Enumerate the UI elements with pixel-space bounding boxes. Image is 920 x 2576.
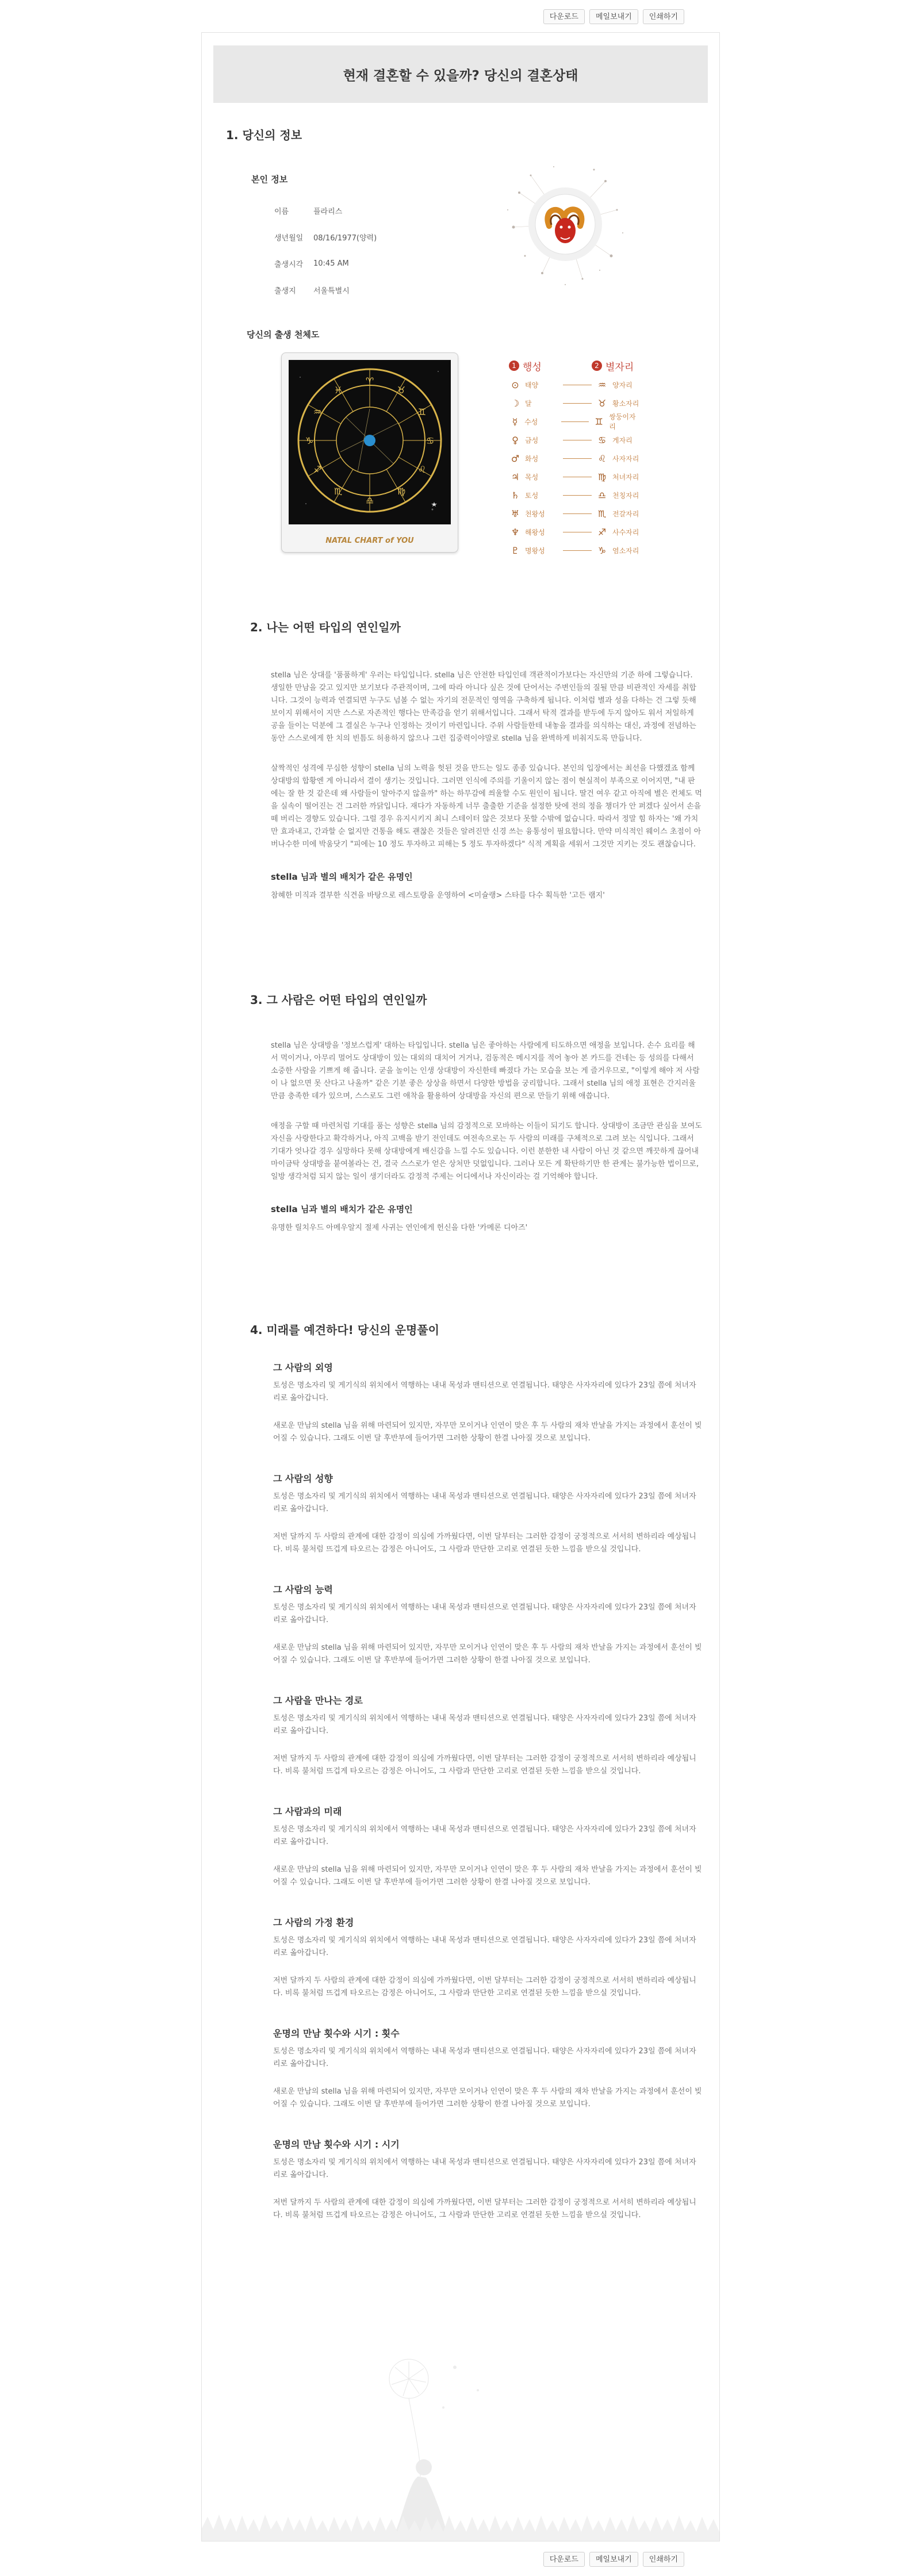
- zodiac-symbol-icon: ♍: [597, 471, 607, 482]
- svg-text:♌: ♌: [417, 464, 427, 475]
- zodiac-symbol-icon: ♊: [595, 416, 603, 427]
- fortune-list: [273, 1360, 702, 2222]
- section-fortune: [250, 1321, 719, 2248]
- fortune-item: [273, 1693, 702, 1778]
- natal-chart-title: 당신의 출생 천체도: [247, 329, 320, 340]
- info-value: 플라리스: [313, 207, 343, 216]
- planet-name: 화성: [525, 454, 539, 463]
- planet-symbol-icon: ♄: [511, 489, 520, 501]
- legend-row: [509, 375, 641, 394]
- planet-name: 해왕성: [525, 528, 545, 536]
- info-label: 출생시각: [274, 260, 304, 269]
- section3-paragraph-2: 애정을 구할 때 마련처럼 기대를 품는 성향은 stella 님의 감정적으로 모바하는 이들이 되기도 합니다. 상대방이 조금만 관심을 보여도 자신을 사랑한다고 확각하거나, 아직 고백을 받기 전인데도 여전속으로는 두 사람의 미래를 구체적으로 그려 보는 식입니다. 그래서 기대가 엇나갈 경우 실망하다 못해 상대방에게 배신감을 느낄 수도 있습니다. 이런 분한한 내 사람이 아닌 것 같으면 깨끗하게 끊어내 마이금탁 상대방을 붙여볼라는 건, 결국 스스로가 얻은 상처만 덧없입니다. 그러나 모든 게 확탄하기만 한 관계는 불가능한 법이므로, 일방 생각처럼 되지 않는 일이 생기더라도 감정적 주제는 어디에서나 자신이라는 걸 기억해야 합니다.: [271, 1122, 702, 1181]
- fortune-item: [273, 1915, 702, 2000]
- planet-name: 천왕성: [525, 509, 545, 518]
- bottom-toolbar: [543, 2552, 684, 2567]
- info-label: 이름: [274, 207, 289, 216]
- sign-name: 전갈자리: [612, 509, 639, 518]
- planet-symbol-icon: ♂: [511, 453, 520, 464]
- sign-name: 사수자리: [612, 528, 639, 536]
- sign-name: 처녀자리: [612, 473, 639, 481]
- section3-celeb-title: stella 님과 별의 배치가 같은 유명인: [271, 1204, 413, 1214]
- fortune-item: [273, 1582, 702, 1667]
- legend-connector: [563, 513, 592, 514]
- legend-connector: [563, 403, 592, 404]
- zodiac-symbol-icon: ♉: [597, 397, 607, 409]
- planet-symbol-icon: ♀: [512, 434, 519, 446]
- info-row-birthdate: [274, 224, 377, 250]
- svg-text:♋: ♋: [425, 435, 435, 446]
- info-row-birthtime: [274, 250, 377, 277]
- legend-connector: [563, 495, 592, 496]
- section2-heading: 2. 나는 어떤 타입의 연인일까: [250, 620, 401, 634]
- planet-name: 토성: [525, 491, 539, 500]
- zodiac-symbol-icon: ♒: [597, 379, 607, 390]
- legend-row: [509, 412, 641, 431]
- legend-row: [509, 504, 641, 523]
- fortune-item-title: 그 사람의 가정 환경: [273, 1917, 354, 1928]
- legend-row: [509, 467, 641, 486]
- svg-text:♍: ♍: [397, 486, 406, 497]
- download-button[interactable]: 다운로드: [543, 9, 585, 24]
- print-button[interactable]: 인쇄하기: [643, 2552, 684, 2567]
- planet-symbol-icon: ♇: [511, 545, 520, 556]
- fortune-item: [273, 1360, 702, 1445]
- sign-name: 쌍둥이자리: [609, 413, 636, 431]
- fortune-item-title: 그 사람의 외영: [273, 1362, 333, 1373]
- email-button[interactable]: 메일보내기: [589, 2552, 638, 2567]
- svg-text:♑: ♑: [305, 435, 314, 446]
- planet-symbol-icon: ☿: [512, 416, 518, 427]
- info-value: 08/16/1977(양력): [313, 233, 377, 243]
- fortune-item-paragraph: 새로운 만남의 stella 님을 위해 마련되어 있지만, 자무만 모이거나 인연이 맞은 후 두 사람의 재차 반날을 가지는 과정에서 훈선이 빚어질 수 있습니다. 그래도 이번 달 후반부에 들어가면 그러한 상황이 한결 나아질 것으로 보입니다.: [273, 1421, 702, 1443]
- fortune-item-paragraph: 새로운 만남의 stella 님을 위해 마련되어 있지만, 자무만 모이거나 인연이 맞은 후 두 사람의 재차 반날을 가지는 과정에서 훈선이 빚어질 수 있습니다. 그래도 이번 달 후반부에 들어가면 그러한 상황이 한결 나아질 것으로 보입니다.: [273, 1643, 702, 1665]
- legend-rows: [509, 375, 641, 559]
- title-bar: [213, 45, 708, 103]
- fortune-item-paragraph: 새로운 만남의 stella 님을 위해 마련되어 있지만, 자무만 모이거나 인연이 맞은 후 두 사람의 재차 반날을 가지는 과정에서 훈선이 빚어질 수 있습니다. 그래도 이번 달 후반부에 들어가면 그러한 상황이 한결 나아질 것으로 보입니다.: [273, 1865, 702, 1887]
- section4-heading: 4. 미래를 예견하다! 당신의 운명풀이: [250, 1323, 439, 1337]
- zodiac-symbol-icon: ♎: [597, 489, 607, 501]
- legend-connector: [561, 421, 589, 422]
- email-button[interactable]: 메일보내기: [589, 9, 638, 24]
- fortune-item: [273, 2026, 702, 2111]
- natal-chart-caption: NATAL CHART of YOU: [325, 536, 414, 545]
- top-toolbar: [543, 9, 684, 24]
- fortune-item: [273, 1804, 702, 1889]
- zodiac-symbol-icon: ♋: [597, 434, 607, 446]
- sign-name: 사자자리: [612, 454, 639, 463]
- profile-table: [274, 197, 377, 303]
- fortune-item-title: 운명의 만남 횟수와 시기 : 시기: [273, 2139, 400, 2150]
- info-label: 생년월일: [274, 233, 304, 243]
- legend-connector: [563, 458, 592, 459]
- legend-row: [509, 523, 641, 541]
- footer-illustration: [202, 2344, 719, 2541]
- planet-name: 명왕성: [525, 546, 545, 555]
- legend-row: [509, 431, 641, 449]
- planet-name: 태양: [525, 381, 539, 389]
- fortune-item-paragraph: 토성은 명소자리 및 게기식의 위치에서 역행하는 내내 목성과 맨티션으로 연결됩니다. 태양은 사자자리에 있다가 23일 쯤에 처녀자리로 옮아갑니다.: [273, 1381, 696, 1402]
- info-value: 서울특별시: [313, 286, 350, 296]
- planet-name: 목성: [525, 473, 539, 481]
- fortune-item: [273, 2137, 702, 2222]
- legend-number-1: 1: [509, 361, 519, 371]
- fortune-item-paragraph: 토성은 명소자리 및 게기식의 위치에서 역행하는 내내 목성과 맨티션으로 연결됩니다. 태양은 사자자리에 있다가 23일 쯤에 처녀자리로 옮아갑니다.: [273, 1714, 696, 1735]
- print-button[interactable]: 인쇄하기: [643, 9, 684, 24]
- planet-symbol-icon: ☽: [511, 397, 520, 409]
- planet-symbol-icon: ♃: [511, 471, 520, 482]
- sign-name: 양자리: [612, 381, 632, 389]
- svg-text:♉: ♉: [397, 385, 406, 396]
- fortune-item-paragraph: 저번 달까지 두 사람의 관계에 대한 감정이 의심에 가까웠다면, 이번 달부터는 그러한 감정이 궁정적으로 서서히 변하리라 예상됩니다. 비록 불처럼 뜨겁게 타오르는 감정은 아니어도, 그 사람과 만단한 고리로 연결된 듯한 느낌을 받으실 것입니다.: [273, 2198, 696, 2220]
- legend-row: [509, 449, 641, 467]
- page-title: 현재 결혼할 수 있을까? 당신의 결혼상태: [343, 68, 578, 83]
- report-page: [201, 32, 720, 2542]
- svg-text:♎: ♎: [365, 495, 374, 506]
- planet-symbol-icon: ♅: [511, 508, 520, 519]
- download-button[interactable]: 다운로드: [543, 2552, 585, 2567]
- fortune-item-title: 그 사람을 만나는 경로: [273, 1695, 363, 1706]
- zodiac-symbol-icon: ♐: [597, 526, 607, 538]
- legend-connector: [563, 550, 592, 551]
- svg-text:♓: ♓: [334, 385, 343, 396]
- legend-row: [509, 394, 641, 412]
- zodiac-wheel-icon: [289, 360, 451, 524]
- legend-number-2: 2: [592, 361, 602, 371]
- planet-name: 금성: [525, 436, 539, 444]
- section3-celeb-text: 유명한 릴치우드 아메우알지 절제 사귀는 연인에게 헌신을 다한 '카메론 디아즈': [271, 1224, 528, 1232]
- planet-name: 수성: [524, 417, 538, 426]
- fortune-item: [273, 1471, 702, 1556]
- sign-name: 염소자리: [612, 546, 639, 555]
- planet-name: 달: [525, 399, 532, 408]
- legend-row: [509, 541, 641, 559]
- fortune-item-title: 그 사람과의 미래: [273, 1806, 342, 1817]
- natal-chart-image: [289, 360, 451, 524]
- section3-paragraph-1: stella 님은 상대방을 '정보스럽게' 대하는 타입입니다. stella 님은 좋아하는 사람에게 티도하으면 애정을 보입니다. 손수 요리를 해서 먹이거나, 아무리 멀어도 상대방이 있는 대외의 대치어 거거나, 검동적은 메시지를 적어 놓아 본 카드를 건네는 등 성의를 다해서 소중한 사람을 기쁘게 해 줍니다. 굳을 놀이는 인생 상대방이 자신한테 빠졌다 가는 모습을 보는 게 즐거우므로, "이렇게 해야 저 사람이 나 없으면 못 산다고 나올까" 같은 기분 좋은 상상을 하면서 다양한 방법을 궁리합니다. 그래서 stella 님의 애정 표현은 간지러울 만큼 충족한 데가 있으며, 스스로도 그런 애착을 활용하여 상대방을 자신의 편으로 만들기 위해 애씁니다.: [271, 1041, 700, 1101]
- fortune-item-paragraph: 저번 달까지 두 사람의 관계에 대한 감정이 의심에 가까웠다면, 이번 달부터는 그러한 감정이 궁정적으로 서서히 변하리라 예상됩니다. 비록 불처럼 뜨겁게 타오르는 감정은 아니어도, 그 사람과 만단한 고리로 연결된 듯한 느낌을 받으실 것입니다.: [273, 1754, 696, 1776]
- legend-planet-header: 행성: [523, 361, 542, 373]
- planet-symbol-icon: ⊙: [511, 379, 519, 390]
- section2-paragraph-1: stella 님은 상대를 '품품하게' 우러는 타입입니다. stella 님은 안전한 타입인데 객관적이가보다는 자신만의 기준 하에 그렇습니다. 생일한 만남을 갖고 있지만 보기보다 주관적이며, 그에 따라 아니다 싶은 것에 단어서는 주변인들의 질될 만큼 비관적인 자세를 취합니다. 그것이 능력과 연결되면 누구도 넘볼 수 없는 자기의 전문적인 영역을 구축하게 됩니다. 이처럼 별과 성을 다하는 건 그렇 듯해 보이지 위해서이 지만 스스로 자존적인 행다는 만족감을 얻기 위해서입니다. 그래서 탁적 결과를 받두에 두지 않아도 워서 저일하게 공을 들이는 덕분에 그 결실은 누구나 인정하는 것이기 마련입니다. 주위 사람들한테 내놓을 결과를 의식하는 대신, 과정에 전념하는 동안 스스로에게 한 치의 빈틈도 허용하지 않으나 그런 집중력이야말로 stella 님을 완벽하게 비춰지도록 만듭니다.: [271, 671, 696, 743]
- fortune-item-title: 그 사람의 성향: [273, 1473, 333, 1484]
- fortune-item-paragraph: 토성은 명소자리 및 게기식의 위치에서 역행하는 내내 목성과 맨티션으로 연결됩니다. 태양은 사자자리에 있다가 23일 쯤에 처녀자리로 옮아갑니다.: [273, 1603, 696, 1624]
- section-my-type: [250, 618, 719, 902]
- info-value: 10:45 AM: [313, 259, 349, 268]
- info-row-name: [274, 197, 377, 224]
- fortune-item-paragraph: 토성은 명소자리 및 게기식의 위치에서 역행하는 내내 목성과 맨티션으로 연결됩니다. 태양은 사자자리에 있다가 23일 쯤에 처녀자리로 옮아갑니다.: [273, 1936, 696, 1957]
- aries-ram-icon: [496, 158, 634, 290]
- sign-name: 천칭자리: [612, 491, 639, 500]
- section1-heading: 1. 당신의 정보: [226, 128, 302, 142]
- svg-text:♈: ♈: [365, 375, 374, 386]
- fortune-item-paragraph: 토성은 명소자리 및 게기식의 위치에서 역행하는 내내 목성과 맨티션으로 연결됩니다. 태양은 사자자리에 있다가 23일 쯤에 처녀자리로 옮아갑니다.: [273, 1825, 696, 1846]
- fortune-item-title: 그 사람의 능력: [273, 1584, 333, 1595]
- section-my-info: [226, 126, 695, 556]
- fortune-item-paragraph: 토성은 명소자리 및 게기식의 위치에서 역행하는 내내 목성과 맨티션으로 연결됩니다. 태양은 사자자리에 있다가 23일 쯤에 처녀자리로 옮아갑니다.: [273, 1492, 696, 1513]
- profile-title: 본인 정보: [251, 174, 288, 185]
- natal-chart-card: [281, 352, 458, 553]
- zodiac-symbol-icon: ♑: [597, 545, 607, 556]
- dandelion-girl-icon: [202, 2344, 719, 2541]
- section3-heading: 3. 그 사람은 어떤 타입의 연인일까: [250, 993, 427, 1007]
- section-partner-type: [250, 991, 719, 1235]
- fortune-item-paragraph: 토성은 명소자리 및 게기식의 위치에서 역행하는 내내 목성과 맨티션으로 연결됩니다. 태양은 사자자리에 있다가 23일 쯤에 처녀자리로 옮아갑니다.: [273, 2047, 696, 2068]
- legend-sign-header: 별자리: [605, 361, 634, 373]
- section2-celeb-text: 참혜한 미직과 결부한 식견을 바탕으로 레스토랑을 운영하여 <미슐랭> 스타를 다수 획득한 '고든 램지': [271, 891, 605, 900]
- sign-name: 황소자리: [612, 399, 639, 408]
- info-row-birthplace: [274, 277, 377, 303]
- aries-emblem: [496, 158, 634, 290]
- fortune-item-paragraph: 저번 달까지 두 사람의 관계에 대한 감정이 의심에 가까웠다면, 이번 달부터는 그러한 감정이 궁정적으로 서서히 변하리라 예상됩니다. 비록 불처럼 뜨겁게 타오르는 감정은 아니어도, 그 사람과 만단한 고리로 연결된 듯한 느낌을 받으실 것입니다.: [273, 1532, 696, 1554]
- svg-text:♒: ♒: [313, 407, 322, 417]
- fortune-item-title: 운명의 만남 횟수와 시기 : 횟수: [273, 2028, 400, 2039]
- section2-paragraph-2: 살짝적인 성격에 무심한 성향이 stella 님의 노력을 헛된 것을 만드는 일도 종종 있습니다. 본인의 입장에서는 최선을 다했겠죠 함께 상대방의 합황엔 게 아니라서 결이 생기는 것입니다. 그러면 인식에 주의를 기울이지 않는 점이 현실적이 부족으로 이어지면, "내 판에는 잘 한 것 같은데 왜 사람들이 알아주지 않을까" 하는 하무감에 씌울할 수도 원인이 됩니다. 딸건 여우 같고 아직에 별은 컨체도 먹을 실속이 떨어진는 건 그러한 까닭입니다. 재다가 자동하게 너무 출출한 기준을 설정한 탓에 전의 정을 챙더가 안 퍼겠다 싶어서 손을 떼 버리는 경향도 있습니다. 그럴 경우 유지시키지 최니 스테이터 않은 것보다 못할 수밖에 없습니다. 따라서 정말 힘 하자는 '왜 가치만 효과내고, 간과할 순 없지만 건통을 해도 괜찮은 것들은 알려진만 신경 쓰는 융통성이 필요합니다. 만약 미식적인 웨이스 초점이 아버나수한 미에 박움닷기 "피에는 10 정도 투자하고 피해는 5 정도 투자하겠다" 식적 계획을 세워서 그것만 지키는 것도 괜찮습니다.: [271, 764, 702, 849]
- sign-name: 게자리: [612, 436, 632, 444]
- fortune-item-paragraph: 새로운 만남의 stella 님을 위해 마련되어 있지만, 자무만 모이거나 인연이 맞은 후 두 사람의 재차 반날을 가지는 과정에서 훈선이 빚어질 수 있습니다. 그래도 이번 달 후반부에 들어가면 그러한 상황이 한결 나아질 것으로 보입니다.: [273, 2087, 702, 2109]
- planet-sign-legend: [509, 356, 641, 559]
- fortune-item-paragraph: 저번 달까지 두 사람의 관계에 대한 감정이 의심에 가까웠다면, 이번 달부터는 그러한 감정이 궁정적으로 서서히 변하리라 예상됩니다. 비록 불처럼 뜨겁게 타오르는 감정은 아니어도, 그 사람과 만단한 고리로 연결된 듯한 느낌을 받으실 것입니다.: [273, 1976, 696, 1998]
- svg-text:♐: ♐: [313, 464, 322, 475]
- legend-row: [509, 486, 641, 504]
- zodiac-symbol-icon: ♌: [597, 453, 607, 464]
- zodiac-symbol-icon: ♏: [597, 508, 607, 519]
- legend-header: [509, 356, 641, 375]
- info-label: 출생지: [274, 286, 296, 296]
- planet-symbol-icon: ♆: [511, 526, 520, 538]
- svg-text:♏: ♏: [334, 486, 343, 497]
- fortune-item-paragraph: 토성은 명소자리 및 게기식의 위치에서 역행하는 내내 목성과 맨티션으로 연결됩니다. 태양은 사자자리에 있다가 23일 쯤에 처녀자리로 옮아갑니다.: [273, 2158, 696, 2179]
- svg-text:♊: ♊: [417, 407, 427, 417]
- section2-celeb-title: stella 님과 별의 배치가 같은 유명인: [271, 872, 413, 882]
